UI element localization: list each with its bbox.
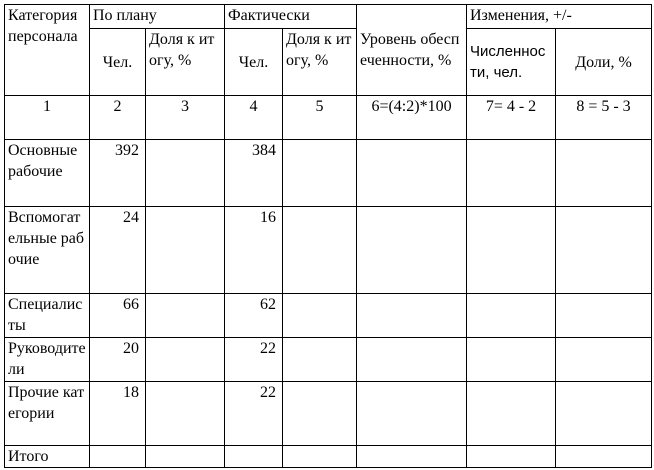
- actual-people-cell: 22: [225, 382, 283, 446]
- actual-share-cell: [283, 382, 357, 446]
- actual-share-cell: [283, 446, 357, 468]
- header-change-count: Численности, чел.: [467, 29, 556, 96]
- index-cell: 7= 4 - 2: [467, 96, 556, 140]
- category-cell: Вспомогательные рабочие: [5, 207, 90, 294]
- plan-share-cell: [146, 446, 225, 468]
- actual-share-cell: [283, 294, 357, 338]
- header-changes: Изменения, +/-: [467, 5, 652, 29]
- plan-people-cell: 66: [90, 294, 146, 338]
- change-count-cell: [467, 140, 556, 207]
- actual-people-cell: [225, 446, 283, 468]
- actual-share-cell: [283, 140, 357, 207]
- header-plan-people: Чел.: [90, 29, 146, 96]
- change-share-cell: [556, 382, 652, 446]
- plan-share-cell: [146, 338, 225, 382]
- supply-level-cell: [357, 338, 467, 382]
- header-change-share: Доли, %: [556, 29, 652, 96]
- plan-share-cell: [146, 294, 225, 338]
- index-cell: 2: [90, 96, 146, 140]
- index-cell: 6=(4:2)*100: [357, 96, 467, 140]
- plan-people-cell: [90, 446, 146, 468]
- change-count-cell: [467, 294, 556, 338]
- header-actual-share: Доля к итогу, %: [283, 29, 357, 96]
- plan-people-cell: 24: [90, 207, 146, 294]
- header-actual-people: Чел.: [225, 29, 283, 96]
- supply-level-cell: [357, 207, 467, 294]
- change-share-cell: [556, 446, 652, 468]
- actual-share-cell: [283, 338, 357, 382]
- index-cell: 4: [225, 96, 283, 140]
- header-actual: Фактически: [225, 5, 357, 29]
- plan-people-cell: 392: [90, 140, 146, 207]
- category-cell: Прочие категории: [5, 382, 90, 446]
- category-cell: Руководители: [5, 338, 90, 382]
- actual-people-cell: 16: [225, 207, 283, 294]
- personnel-table: [4, 4, 652, 468]
- actual-people-cell: 62: [225, 294, 283, 338]
- actual-share-cell: [283, 207, 357, 294]
- supply-level-cell: [357, 382, 467, 446]
- table-row: [5, 338, 652, 382]
- index-cell: 8 = 5 - 3: [556, 96, 652, 140]
- change-count-cell: [467, 446, 556, 468]
- change-count-cell: [467, 338, 556, 382]
- actual-people-cell: 384: [225, 140, 283, 207]
- plan-people-cell: 18: [90, 382, 146, 446]
- supply-level-cell: [357, 294, 467, 338]
- table-row: [5, 446, 652, 468]
- change-share-cell: [556, 338, 652, 382]
- plan-people-cell: 20: [90, 338, 146, 382]
- header-plan-share: Доля к итогу, %: [146, 29, 225, 96]
- category-cell: Итого: [5, 446, 90, 468]
- supply-level-cell: [357, 140, 467, 207]
- plan-share-cell: [146, 207, 225, 294]
- category-cell: Специалисты: [5, 294, 90, 338]
- table-row: [5, 382, 652, 446]
- supply-level-cell: [357, 446, 467, 468]
- table-row: [5, 294, 652, 338]
- index-cell: 5: [283, 96, 357, 140]
- plan-share-cell: [146, 140, 225, 207]
- change-share-cell: [556, 140, 652, 207]
- change-count-cell: [467, 382, 556, 446]
- table-row: [5, 207, 652, 294]
- category-cell: Основные рабочие: [5, 140, 90, 207]
- table-row: [5, 140, 652, 207]
- change-count-cell: [467, 207, 556, 294]
- index-cell: 3: [146, 96, 225, 140]
- header-plan: По плану: [90, 5, 225, 29]
- header-category: Категория персонала: [5, 5, 90, 96]
- plan-share-cell: [146, 382, 225, 446]
- change-share-cell: [556, 207, 652, 294]
- actual-people-cell: 22: [225, 338, 283, 382]
- index-cell: 1: [5, 96, 90, 140]
- header-supply-level: Уровень обеспеченности, %: [357, 5, 467, 96]
- change-share-cell: [556, 294, 652, 338]
